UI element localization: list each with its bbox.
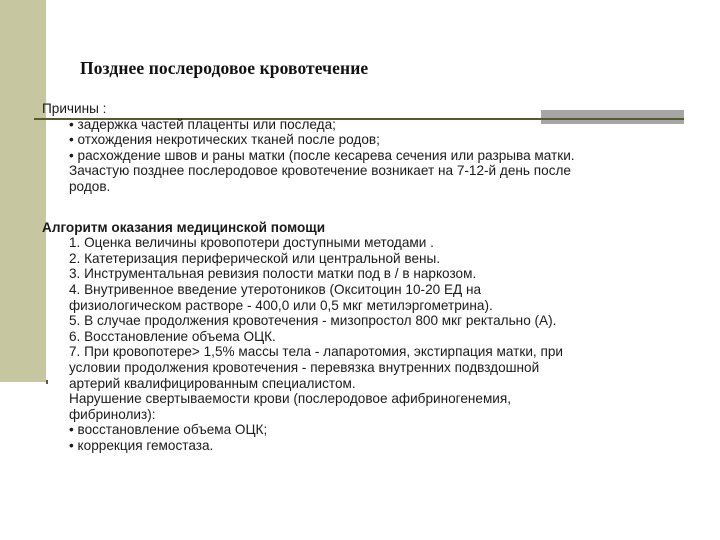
algorithm-list xyxy=(42,235,682,453)
section-gap xyxy=(42,195,682,220)
algorithm-line: условии продолжения кровотечения - перевязка внутренних подвздошной xyxy=(69,359,540,375)
causes-line: родов. xyxy=(69,178,111,194)
algorithm-line: 5. В случае продолжения кровотечения - мизопростол 800 мкг ректально (А). xyxy=(69,313,557,329)
causes-heading: Причины : xyxy=(42,101,107,116)
algorithm-line: физиологическом растворе - 400,0 или 0,5 мкг метилэргометрина). xyxy=(69,297,493,313)
algorithm-line: 2. Катетеризация периферической или центральной вены. xyxy=(69,250,441,266)
algorithm-line: Нарушение свертываемости крови (послеродовое афибриногенемия, xyxy=(69,391,512,407)
algorithm-line: 1. Оценка величины кровопотери доступными методами . xyxy=(69,235,434,251)
algorithm-line: • коррекция гемостаза. xyxy=(69,437,214,453)
slide-title: Позднее послеродовое кровотечение xyxy=(80,58,369,78)
algorithm-heading: Алгоритм оказания медицинской помощи xyxy=(42,219,326,235)
left-accent-band xyxy=(0,0,46,382)
slide-body xyxy=(42,101,682,453)
causes-line: Зачастую позднее послеродовое кровотечение возникает на 7-12-й день после xyxy=(69,163,571,179)
algorithm-line: 6. Восстановление объема ОЦК. xyxy=(69,328,276,344)
algorithm-line: • восстановление объема ОЦК; xyxy=(69,422,268,438)
causes-line: • отхождения некротических тканей после родов; xyxy=(69,132,380,148)
algorithm-line: 7. При кровопотере> 1,5% массы тела - лапаротомия, экстирпация матки, при xyxy=(69,344,563,360)
algorithm-line: 4. Внутривенное введение утеротоников (Окситоцин 10-20 ЕД на xyxy=(69,281,482,297)
algorithm-line: артерий квалифицированным специалистом. xyxy=(69,375,356,391)
causes-list xyxy=(42,117,682,195)
causes-line: • расхождение швов и раны матки (после кесарева сечения или разрыва матки. xyxy=(69,147,575,163)
causes-line: • задержка частей плаценты или последа; xyxy=(69,116,336,132)
algorithm-line: фибринолиз): xyxy=(69,406,156,422)
algorithm-line: 3. Инструментальная ревизия полости матки под в / в наркозом. xyxy=(69,266,477,282)
